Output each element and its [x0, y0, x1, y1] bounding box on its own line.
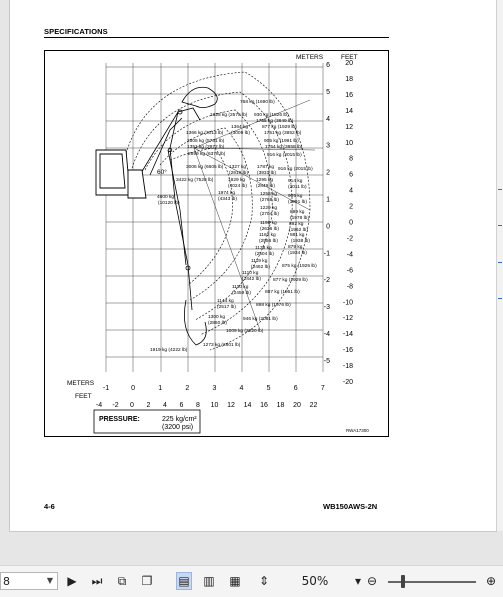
feet-tick-label: 14	[243, 402, 252, 409]
force-label: 1751 kg (3852 lb)	[264, 131, 302, 136]
feet-scale-label: 12	[345, 123, 353, 131]
force-label: (2517 lb)	[217, 305, 236, 310]
force-label: (2442 lb)	[242, 277, 261, 282]
force-label: 930 kg (1826 lb)	[254, 113, 289, 118]
feet-scale-label: -14	[342, 331, 353, 339]
footer-page-number: 4-6	[44, 502, 55, 511]
force-label: 1110 kg	[232, 285, 249, 290]
meters-tick-label: 5	[266, 385, 271, 392]
force-label: (2462 lb)	[251, 265, 270, 270]
fit-page-icon[interactable]: ⧉	[117, 573, 127, 588]
force-label: (3009 lb)	[231, 131, 250, 136]
feet-tick-label: 8	[196, 402, 200, 409]
force-label: 1364 kg	[231, 125, 249, 130]
force-label: 881 kg	[290, 233, 305, 238]
force-label: 1787 kg	[257, 165, 275, 170]
force-label: (2636 lb)	[260, 227, 279, 232]
force-label: 1754 kg (3858 lb)	[265, 145, 303, 150]
meters-top-label: METERS	[296, 54, 324, 61]
force-label: 1327 kg	[229, 165, 247, 170]
zoom-level: 50%	[301, 574, 329, 588]
force-label: 2899 kg (6378 lb)	[188, 152, 226, 157]
force-label: 1325 kg (2575 lb)	[210, 113, 248, 118]
meters-scale-label: -3	[323, 304, 330, 312]
force-label: (2860 lb)	[208, 321, 227, 326]
last-page-icon[interactable]: ⏭	[91, 573, 103, 588]
force-label: (2504 lb)	[255, 252, 274, 257]
force-label: 1295 kg	[256, 178, 274, 183]
feet-scale-label: -20	[342, 379, 353, 386]
feet-top-label: FEET	[341, 54, 358, 61]
zoom-in-icon[interactable]: ⊕	[485, 574, 497, 588]
ruler-mark	[498, 262, 502, 263]
meters-scale-label: -2	[323, 277, 330, 285]
feet-scale-label: -6	[346, 267, 353, 275]
footer-model: WB150AWS-2N	[323, 502, 378, 511]
feet-tick-label: 16	[260, 402, 268, 409]
force-label: 1198 kg	[260, 221, 277, 226]
feet-scale-label: 8	[349, 155, 353, 163]
feet-tick-label: -2	[112, 402, 119, 409]
force-label: (2011 lb)	[288, 185, 307, 190]
force-label: (1991 lb)	[288, 200, 307, 205]
force-label: 1229 kg	[260, 206, 278, 211]
force-label: (2556 lb)	[259, 239, 278, 244]
digging-force-diagram	[19, 0, 497, 470]
force-label: 1162 kg	[259, 233, 276, 238]
meters-scale-label: 0	[326, 223, 330, 231]
angle-label: 60°	[157, 169, 167, 176]
meters-bottom-label: METERS	[67, 380, 95, 387]
force-label: 887 kg (1951 lb)	[265, 290, 300, 295]
meters-scale-label: -5	[323, 357, 330, 365]
continuous-view-icon[interactable]: ▦	[229, 574, 241, 588]
force-label: 1273 kg (2801 lb)	[203, 343, 241, 348]
feet-scale-label: -4	[346, 251, 353, 259]
force-label: 916 kg (2015 lb)	[267, 153, 302, 158]
force-label: 892 kg	[289, 222, 304, 227]
meters-tick-label: 4	[239, 385, 244, 392]
feet-scale-label: -16	[342, 347, 353, 355]
meters-scale-label: 3	[326, 142, 330, 150]
chevron-down-icon[interactable]: ▼	[46, 576, 53, 585]
document-page	[9, 0, 497, 532]
feet-scale-label: 0	[349, 219, 353, 227]
force-label: (4024 lb)	[228, 184, 247, 189]
page-number-value: 8	[3, 574, 10, 588]
feet-scale-label: 2	[349, 203, 353, 211]
vertical-ruler	[496, 0, 503, 531]
feet-tick-label: 12	[227, 402, 235, 409]
feet-scale-label: -2	[346, 235, 353, 243]
feet-tick-label: 2	[146, 402, 151, 409]
ruler-mark	[498, 189, 502, 190]
force-label: (2768 lb)	[260, 198, 279, 203]
meters-tick-label: 2	[185, 385, 190, 392]
meters-scale-label: 6	[326, 62, 330, 69]
force-label: 877 kg (1929 lb)	[273, 278, 308, 283]
page-number-input[interactable]	[0, 572, 58, 590]
feet-scale-label: 6	[349, 171, 353, 179]
force-label: 1366 kg (3013 lb)	[186, 131, 224, 136]
meters-scale-label: 4	[326, 115, 330, 123]
meters-tick-label: 1	[158, 385, 163, 392]
force-label: 1351 kg (2972 lb)	[187, 145, 225, 150]
force-label: (1962 lb)	[289, 228, 308, 233]
force-label: 905 kg	[288, 194, 303, 199]
ruler-mark	[498, 225, 502, 226]
meters-tick-label: 3	[212, 385, 217, 392]
force-label: 877 kg (1929 lb)	[262, 125, 297, 130]
force-label: 1258 kg	[260, 192, 278, 197]
ruler-mark	[498, 298, 502, 299]
force-label: 3422 kg (7528 lb)	[176, 178, 214, 183]
force-label: 1755 kg (3849 lb)	[256, 119, 294, 124]
force-label: 875 kg (1925 lb)	[282, 264, 317, 269]
force-label: 1919 kg (4222 lb)	[150, 348, 188, 353]
boom-structure	[138, 87, 217, 345]
force-label: 879 kg	[288, 245, 303, 250]
feet-scale-label: -18	[342, 363, 353, 371]
force-label: (2704 lb)	[260, 212, 279, 217]
meters-tick-label: 6	[293, 385, 298, 392]
rotate-icon[interactable]: ⇕	[258, 574, 270, 588]
force-label: 946 kg (2081 lb)	[243, 317, 278, 322]
force-label: 1009 kg (2220 lb)	[226, 329, 264, 334]
force-label: 914 kg	[288, 179, 303, 184]
feet-tick-label: -4	[95, 402, 103, 409]
force-label: 2605 kg (5731 lb)	[187, 139, 225, 144]
force-label: (2849 lb)	[256, 184, 275, 189]
meters-tick-label: 0	[131, 385, 136, 392]
feet-scale-label: 4	[349, 187, 353, 195]
force-label: 1974 kg	[218, 191, 236, 196]
force-label: 1119 kg	[251, 259, 268, 264]
force-label: 768 kg (1690 lb)	[240, 100, 275, 105]
meters-scale-label: 1	[326, 196, 330, 204]
feet-scale-label: -12	[342, 315, 353, 323]
feet-bottom-label: FEET	[75, 393, 92, 400]
zoom-slider-handle[interactable]	[401, 575, 405, 588]
meters-scale-label: -4	[323, 331, 330, 338]
force-label: 1300 kg	[208, 315, 226, 320]
two-page-view-icon[interactable]: ▥	[203, 574, 215, 588]
force-label: 898 kg (1976 lb)	[256, 303, 291, 308]
pressure-label: PRESSURE:	[99, 416, 140, 423]
meters-tick-label: -1	[102, 385, 110, 392]
feet-tick-label: 18	[276, 402, 285, 409]
force-label: 905 kg (1991 lb)	[264, 139, 299, 144]
force-label: (2459 lb)	[232, 291, 251, 296]
force-label: (1978 lb)	[290, 216, 309, 221]
meters-scale-label: -1	[323, 250, 330, 258]
pressure-value: 225 kg/cm²	[162, 416, 197, 423]
feet-scale-label: 20	[345, 60, 353, 67]
feet-tick-label: 10	[210, 402, 219, 409]
feet-scale-label: -10	[342, 299, 353, 307]
single-page-view-icon[interactable]: ▤	[176, 572, 192, 590]
force-label: 3006 kg (6605 lb)	[186, 165, 224, 170]
force-label: 899 kg	[290, 210, 305, 215]
feet-tick-label: 4	[163, 402, 167, 409]
zoom-dropdown-icon[interactable]: ▾	[354, 574, 362, 588]
force-label: (1938 lb)	[291, 239, 310, 244]
figure-code: RWA17300	[346, 428, 369, 433]
force-label: 916 kg (2015 lb)	[278, 167, 313, 172]
force-label: 1110 kg	[242, 271, 259, 276]
feet-tick-label: 0	[130, 402, 134, 409]
copy-icon[interactable]: ❐	[141, 574, 153, 588]
next-page-icon[interactable]: ▶	[67, 574, 77, 588]
force-label: 1829 kg	[228, 178, 246, 183]
zoom-out-icon[interactable]: ⊖	[366, 574, 378, 588]
machine-cab	[96, 150, 146, 198]
section-title: SPECIFICATIONS	[44, 27, 108, 36]
feet-scale-label: -8	[346, 283, 353, 291]
force-label: (1934 lb)	[288, 251, 307, 256]
feet-tick-label: 22	[309, 402, 318, 409]
viewer-toolbar	[0, 565, 503, 597]
meters-scale-label: 5	[326, 88, 330, 96]
force-label: (3931 lb)	[257, 171, 276, 176]
feet-scale-label: 14	[345, 107, 353, 115]
meters-scale-label: 2	[326, 169, 330, 177]
force-label: 1144 kg	[217, 299, 234, 304]
pressure-box	[94, 410, 200, 433]
meters-tick-label: 7	[320, 385, 325, 392]
force-label: 4600 kg	[157, 195, 175, 200]
force-label: (2919 lb)	[229, 171, 248, 176]
pressure-psi: (3200 psi)	[162, 424, 194, 431]
feet-scale-label: 18	[345, 75, 353, 83]
force-label: 1138 kg	[255, 246, 272, 251]
feet-tick-label: 20	[293, 402, 301, 409]
force-label: (4343 lb)	[218, 197, 237, 202]
feet-scale-label: 16	[345, 91, 353, 99]
feet-tick-label: 6	[179, 402, 184, 409]
force-label: (10120 lb)	[158, 201, 180, 206]
feet-scale-label: 10	[345, 139, 353, 147]
